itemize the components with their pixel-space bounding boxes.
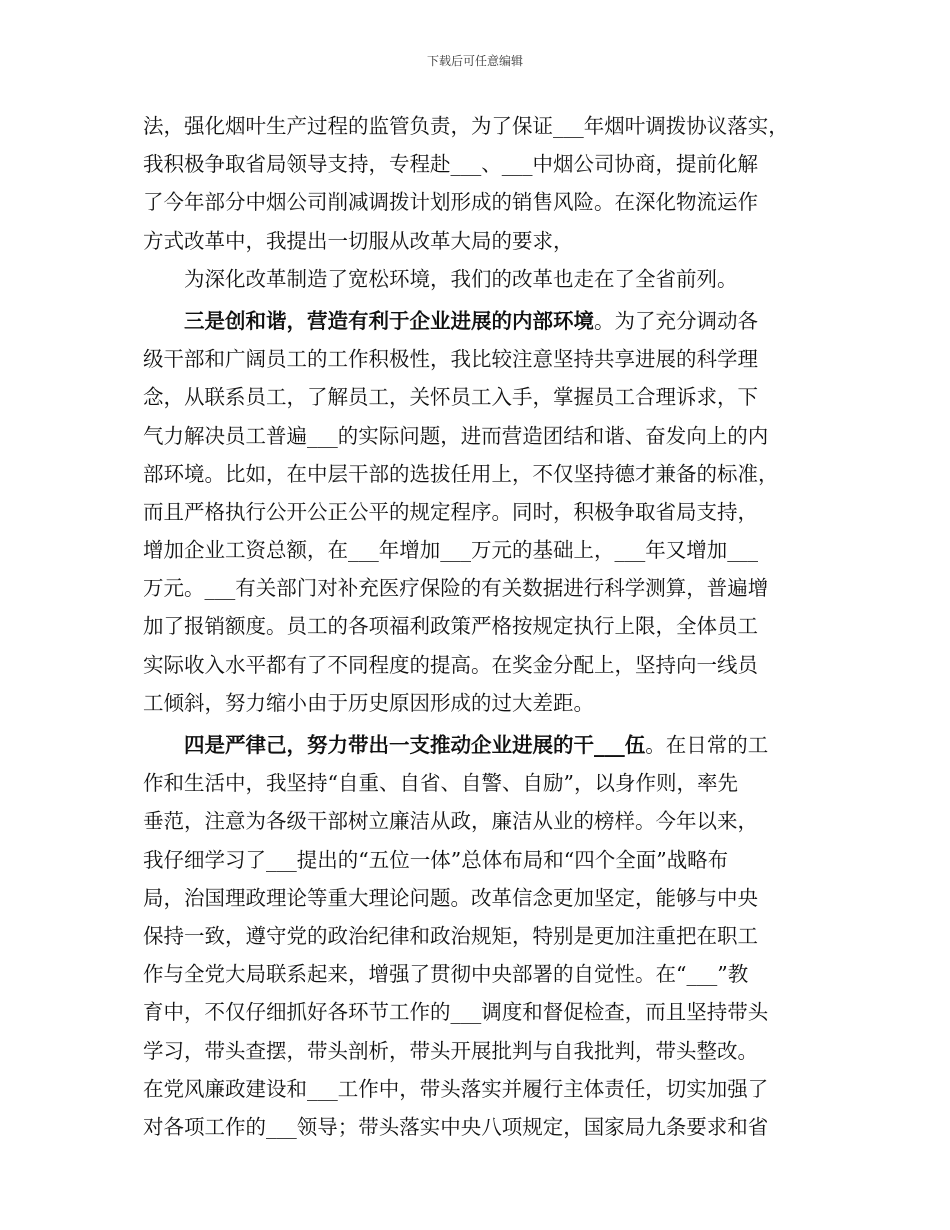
text-line: 了今年部分中烟公司削减调拨计划形成的销售风险。在深化物流运作 bbox=[143, 190, 758, 215]
text-line: 方式改革中，我提出一切服从改革大局的要求， bbox=[143, 228, 574, 253]
text-line: 实际收入水平都有了不同程度的提高。在奖金分配上，坚持向一线员 bbox=[143, 652, 758, 677]
text-line: 我仔细学习了___提出的“五位一体”总体布局和“四个全面”战略布 bbox=[143, 847, 729, 872]
text-line: 学习，带头查摆，带头剖析，带头开展批判与自我批判，带头整改。 bbox=[143, 1038, 758, 1063]
text-line: 气力解决员工普遍___的实际问题，进而营造团结和谐、奋发向上的内 bbox=[143, 423, 769, 448]
text-line: 工倾斜，努力缩小由于历史原因形成的过大差距。 bbox=[143, 690, 594, 715]
paragraph-first-line bbox=[143, 726, 823, 764]
text-line: 增加企业工资总额，在___年增加___万元的基础上，___年又增加___ bbox=[143, 538, 758, 563]
text-line: 我积极争取省局领导支持，专程赴___、___中烟公司协商，提前化解 bbox=[143, 152, 758, 177]
text-line: 为深化改革制造了宽松环境，我们的改革也走在了全省前列。 bbox=[184, 266, 738, 291]
paragraph-heading: 四是严律己，努力带出一支推动企业进展的干___伍 bbox=[184, 733, 646, 757]
text-line: 部环境。比如，在中层干部的选拔任用上，不仅坚持德才兼备的标准， bbox=[143, 461, 779, 486]
text-line: 在党风廉政建设和___工作中，带头落实并履行主体责任，切实加强了 bbox=[143, 1076, 769, 1101]
text-line: 法，强化烟叶生产过程的监管负责，为了保证___年烟叶调拨协议落实， bbox=[143, 114, 789, 138]
document-body bbox=[143, 107, 823, 1146]
text-line: 保持一致，遵守党的政治纪律和政治规矩，特别是更加注重把在职工 bbox=[143, 923, 758, 948]
text-line: 作和生活中，我坚持“自重、自省、自警、自励”，以身作则，率先 bbox=[143, 771, 738, 796]
text-line: 作与全党大局联系起来，增强了贯彻中央部署的自觉性。在“___”教 bbox=[143, 962, 749, 987]
text-line: 而且严格执行公开公正公平的规定程序。同时，积极争取省局支持， bbox=[143, 499, 758, 524]
page-header: 下载后可任意编辑 bbox=[426, 54, 523, 68]
text-run: 。为了充分调动各 bbox=[594, 308, 758, 333]
text-line: 万元。___有关部门对补充医疗保险的有关数据进行科学测算，普遍增 bbox=[143, 576, 769, 601]
text-line: 念，从联系员工，了解员工，关怀员工入手，掌握员工合理诉求，下 bbox=[143, 385, 758, 410]
text-line: 级干部和广阔员工的工作积极性，我比较注意坚持共享进展的科学理 bbox=[143, 347, 758, 372]
text-line: 局，治国理政理论等重大理论问题。改革信念更加坚定，能够与中央 bbox=[143, 885, 758, 910]
text-line: 育中，不仅仔细抓好各环节工作的___调度和督促检查，而且坚持带头 bbox=[143, 1000, 769, 1025]
text-run: 。在日常的工 bbox=[645, 733, 769, 757]
paragraph-heading: 三是创和谐，营造有利于企业进展的内部环境 bbox=[184, 308, 594, 333]
text-line: 对各项工作的___领导；带头落实中央八项规定，国家局九条要求和省 bbox=[143, 1114, 769, 1139]
paragraph-first-line bbox=[143, 302, 823, 340]
text-line: 垂范，注意为各级干部树立廉洁从政，廉洁从业的榜样。今年以来， bbox=[143, 809, 758, 834]
text-line: 加了报销额度。员工的各项福利政策严格按规定执行上限，全体员工 bbox=[143, 614, 758, 639]
